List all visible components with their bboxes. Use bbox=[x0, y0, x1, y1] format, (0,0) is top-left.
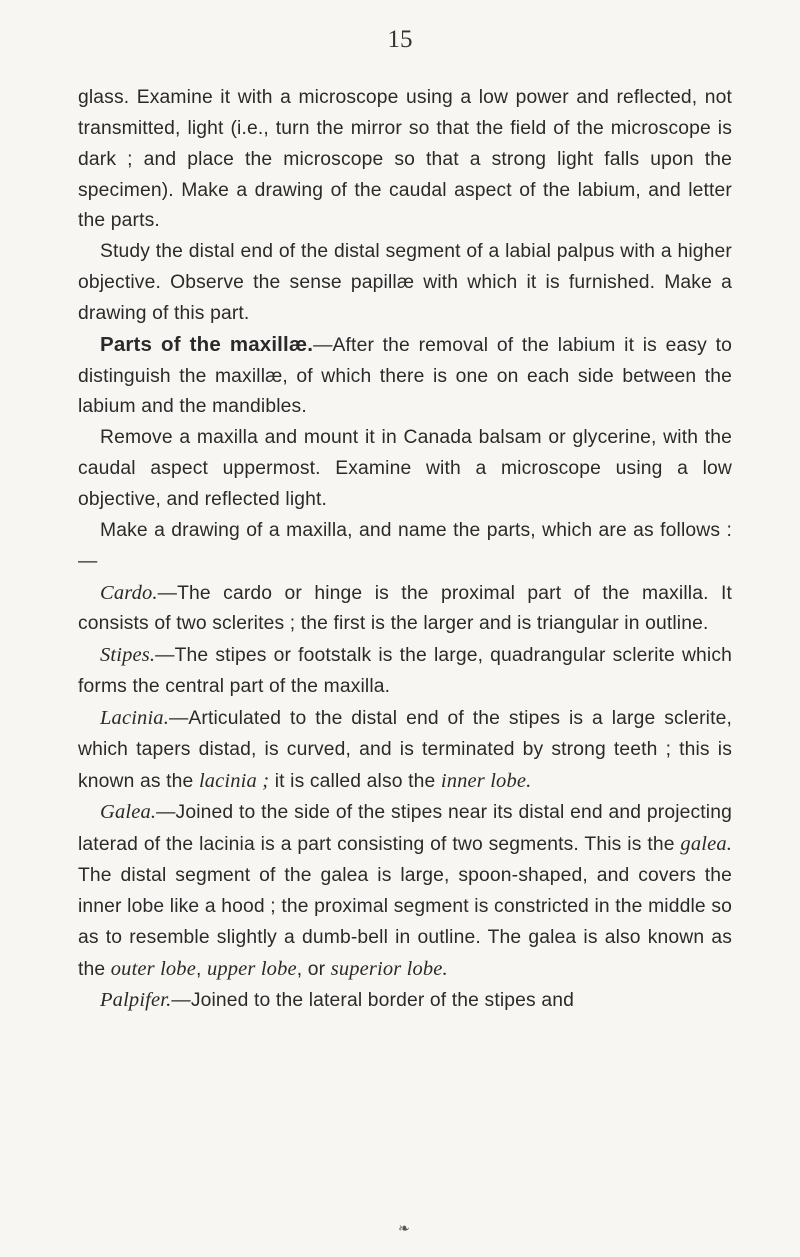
paragraph-text: —After the removal of the labium it is easy to distinguish the maxillæ, of which there is one on each side between the labium and the mandibles. bbox=[78, 334, 732, 418]
paragraph-drawing bbox=[78, 516, 732, 578]
paragraph-text: , bbox=[195, 958, 207, 980]
paragraph-text: Study the distal end of the distal segment of a labial palpus with a higher objective. Observe the sense papillæ with which it is furnished. Make a drawing of this part. bbox=[78, 241, 732, 324]
term-lacinia: Lacinia. bbox=[100, 706, 169, 729]
page-number: 15 bbox=[387, 26, 413, 53]
paragraph-text: —Joined to the lateral border of the stipes and bbox=[171, 990, 574, 1012]
emphasis: outer lobe bbox=[110, 957, 196, 980]
emphasis: inner lobe. bbox=[440, 769, 532, 792]
paragraph-text: —The stipes or footstalk is the large, quadrangular sclerite which forms the central part of the maxilla. bbox=[78, 645, 732, 698]
paragraph-lacinia bbox=[78, 703, 732, 798]
paragraph-text: —Joined to the side of the stipes near its distal end and projecting laterad of the lacinia is a part consisting of two segments. This is the bbox=[78, 802, 732, 856]
term-galea: Galea. bbox=[100, 801, 157, 824]
emphasis: upper lobe bbox=[206, 957, 297, 980]
emphasis: superior lobe. bbox=[330, 957, 448, 980]
paragraph-text: Make a drawing of a maxilla, and name the parts, which are as follows :— bbox=[78, 519, 732, 572]
paragraph-galea bbox=[78, 797, 732, 985]
term-palpifer: Palpifer. bbox=[100, 989, 172, 1012]
paragraph-text: , or bbox=[296, 958, 331, 980]
paragraph-palpifer bbox=[78, 985, 732, 1017]
term-stipes: Stipes. bbox=[100, 644, 156, 667]
paragraph-text: it is called also the bbox=[269, 770, 441, 792]
paragraph-labial-palpus bbox=[78, 237, 732, 330]
paragraph-text: The distal segment of the galea is large, spoon-shaped, and covers the inner lobe like a hood ; the proximal segment is constricted in the middle so as to resemble slightly a dumb-bell in outline. The galea is also known as the bbox=[78, 865, 732, 980]
paragraph-mount-maxilla bbox=[78, 423, 732, 516]
paragraph-text: Remove a maxilla and mount it in Canada balsam or glycerine, with the caudal aspect uppermost. Examine with a microscope using a low objective, and reflected light. bbox=[78, 427, 732, 510]
term-cardo: Cardo. bbox=[100, 581, 158, 604]
paragraph-parts-of-maxillae bbox=[78, 330, 732, 424]
body-text bbox=[78, 83, 732, 1017]
emphasis: galea. bbox=[680, 833, 732, 856]
paragraph-text: —The cardo or hinge is the proximal part of the maxilla. It consists of two sclerites ; the first is the larger and is triangular in outline. bbox=[78, 582, 732, 635]
paragraph-text: glass. Examine it with a microscope using a low power and reflected, not transmitted, light (i.e., turn the mirror so that the field of the microscope is dark ; and place the microscope so that a strong light falls upon the specimen). Make a drawing of the caudal aspect of the labium, and letter the parts. bbox=[78, 87, 732, 232]
section-heading: Parts of the maxillæ. bbox=[100, 332, 314, 356]
emphasis: lacinia ; bbox=[198, 769, 270, 792]
paragraph-text: —Articulated to the distal end of the stipes is a large sclerite, which tapers distad, is curved, and is terminated by strong teeth ; this is known as the bbox=[78, 707, 732, 792]
paragraph-glass bbox=[78, 83, 732, 237]
print-mark: ❧ bbox=[398, 1220, 410, 1236]
paragraph-stipes bbox=[78, 640, 732, 703]
paragraph-cardo bbox=[78, 578, 732, 641]
